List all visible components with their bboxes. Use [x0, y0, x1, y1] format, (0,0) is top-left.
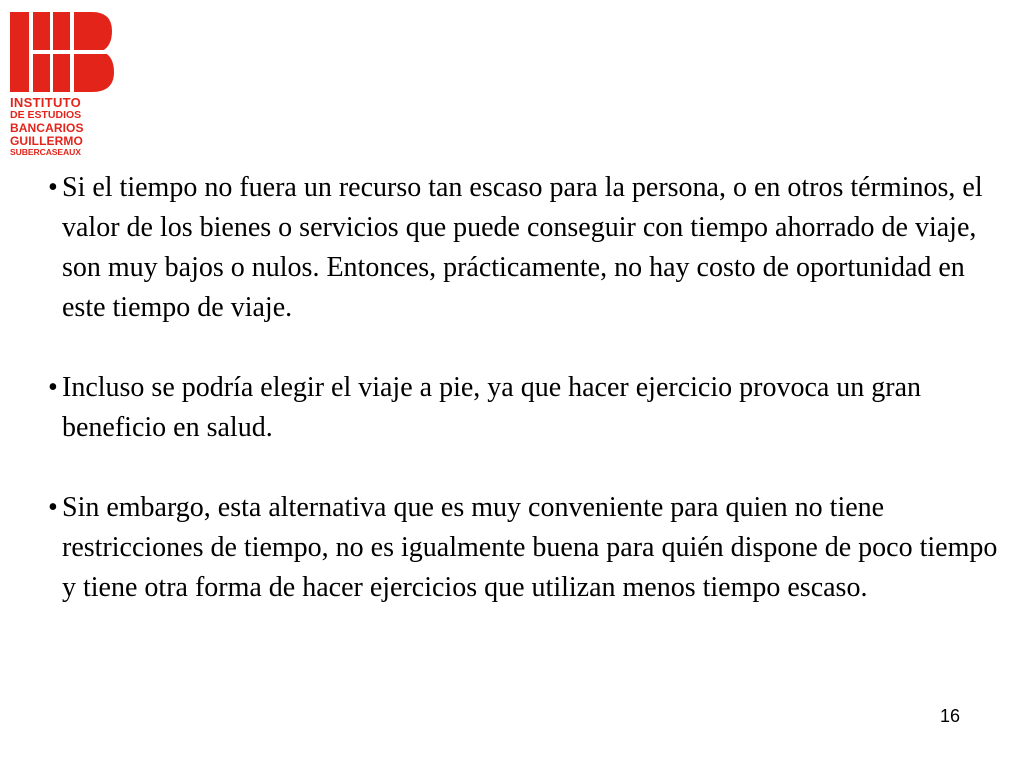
ieb-logo-mark-icon	[10, 12, 114, 92]
paragraph-text: Si el tiempo no fuera un recurso tan escaso para la persona, o en otros términos, el valor de los bienes o servicios que puede conseguir con tiempo ahorrado de viaje, son muy bajos o nulos. Entonces, prácticamente, no hay costo de oportunidad en este tiempo de viaje.	[62, 172, 983, 323]
paragraph-text: Incluso se podría elegir el viaje a pie, ya que hacer ejercicio provoca un gran beneficio en salud.	[62, 372, 922, 443]
bullet-paragraph	[48, 488, 1012, 608]
paragraph-text: Sin embargo, esta alternativa que es muy conveniente para quien no tiene restricciones de tiempo, no es igualmente buena para quién dispone de poco tiempo y tiene otra forma de hacer ejercicios que utilizan menos tiempo escaso.	[62, 492, 998, 603]
institute-logo	[10, 12, 114, 162]
bullet-icon: •	[48, 372, 58, 403]
logo-line: BANCARIOS	[10, 120, 84, 135]
page-number: 16	[939, 706, 961, 726]
logo-wordmark	[10, 96, 114, 157]
bullet-icon: •	[48, 492, 58, 523]
slide-body	[48, 168, 1012, 608]
bullet-paragraph	[48, 168, 1012, 328]
bullet-paragraph	[48, 368, 1012, 448]
logo-line: INSTITUTO	[10, 95, 82, 110]
bullet-icon: •	[48, 172, 58, 203]
logo-line: DE ESTUDIOS	[10, 109, 82, 121]
logo-line: GUILLERMO	[10, 133, 83, 148]
logo-line: SUBERCASEAUX	[10, 146, 81, 157]
